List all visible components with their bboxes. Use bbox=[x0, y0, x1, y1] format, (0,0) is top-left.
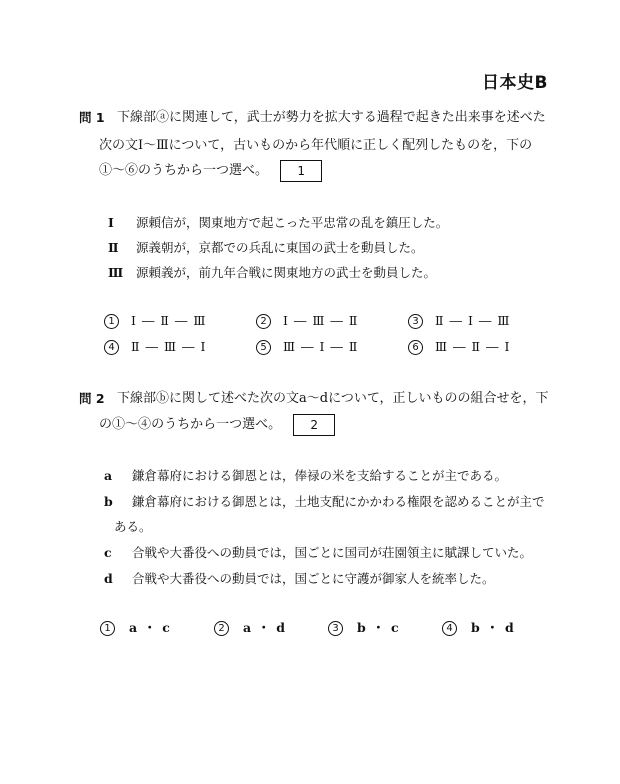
choice-text: Ⅰ ― Ⅱ ― Ⅲ bbox=[131, 313, 207, 328]
answer-choice bbox=[104, 339, 206, 355]
answer-choice bbox=[100, 618, 171, 636]
answer-choice bbox=[408, 339, 510, 355]
statement-item bbox=[108, 238, 424, 256]
statement-text: 鎌倉幕府における御恩とは，土地支配にかかわる権限を認めることが主で bbox=[132, 494, 545, 509]
choice-text: b ・ d bbox=[471, 620, 515, 635]
choice-text: a ・ d bbox=[243, 620, 287, 635]
statement-text: 合戦や大番役への動員では，国ごとに守護が御家人を統率した。 bbox=[132, 571, 495, 586]
answer-box: 2 bbox=[293, 414, 335, 436]
question-text-line bbox=[99, 159, 322, 182]
choice-number: 1 bbox=[104, 314, 119, 329]
statement-text: 源頼信が，関東地方で起こった平忠常の乱を鎮圧した。 bbox=[136, 215, 449, 230]
statement-item bbox=[104, 466, 507, 484]
statement-text: 源義朝が，京都での兵乱に東国の武士を動員した。 bbox=[136, 240, 424, 255]
choice-range-start: ① bbox=[112, 417, 126, 432]
instruction-text: の bbox=[99, 417, 113, 432]
choice-range-end: ④ bbox=[138, 417, 152, 432]
choice-number: 6 bbox=[408, 340, 423, 355]
answer-box: 1 bbox=[280, 160, 322, 182]
choice-number: 2 bbox=[214, 621, 229, 636]
statement-item bbox=[108, 213, 448, 231]
choice-number: 4 bbox=[442, 621, 457, 636]
statement-label: Ⅲ bbox=[108, 265, 124, 280]
choice-number: 1 bbox=[100, 621, 115, 636]
choice-number: 5 bbox=[256, 340, 271, 355]
question-number: 問 2 bbox=[79, 391, 105, 406]
statement-label: Ⅱ bbox=[108, 240, 119, 255]
answer-choice bbox=[328, 618, 400, 636]
statement-text: 源頼義が，前九年合戦に関東地方の武士を動員した。 bbox=[136, 265, 437, 280]
choice-text: Ⅰ ― Ⅲ ― Ⅱ bbox=[283, 313, 359, 328]
instruction-text: のうちから一つ選べ。 bbox=[138, 163, 269, 178]
statement-item bbox=[104, 569, 495, 587]
statement-text: 合戦や大番役への動員では，国ごとに国司が荘園領主に賦課していた。 bbox=[132, 545, 533, 560]
statement-label: c bbox=[104, 545, 112, 560]
question-number: 問 1 bbox=[79, 110, 105, 125]
question-text-line: 下線部ⓑに関して述べた次の文a～dについて，正しいものの組合せを，下 bbox=[117, 391, 549, 406]
answer-choice bbox=[104, 313, 206, 329]
statement-item bbox=[104, 543, 532, 561]
question-text-line: 下線部ⓐに関連して，武士が勢力を拡大する過程で起きた出来事を述べた bbox=[117, 110, 546, 125]
statement-item bbox=[104, 492, 545, 510]
range-separator: ～ bbox=[112, 163, 126, 178]
statement-label: a bbox=[104, 468, 113, 483]
choice-number: 4 bbox=[104, 340, 119, 355]
choice-text: Ⅲ ― Ⅰ ― Ⅱ bbox=[283, 339, 359, 354]
choice-text: b ・ c bbox=[357, 620, 400, 635]
choice-number: 3 bbox=[328, 621, 343, 636]
question-text-line: 次の文Ⅰ～Ⅲについて，古いものから年代順に正しく配列したものを，下の bbox=[99, 138, 533, 153]
answer-choice bbox=[442, 618, 515, 636]
range-separator: ～ bbox=[125, 417, 139, 432]
choice-range-start: ① bbox=[99, 163, 113, 178]
answer-choice bbox=[408, 313, 510, 329]
choice-number: 2 bbox=[256, 314, 271, 329]
statement-label: d bbox=[104, 571, 113, 586]
subject-title: 日本史B bbox=[482, 73, 548, 93]
statement-label: b bbox=[104, 494, 113, 509]
choice-text: Ⅱ ― Ⅲ ― Ⅰ bbox=[131, 339, 207, 354]
choice-text: Ⅲ ― Ⅱ ― Ⅰ bbox=[435, 339, 511, 354]
statement-item bbox=[108, 263, 436, 281]
answer-choice bbox=[256, 313, 358, 329]
question-text-line bbox=[99, 413, 335, 436]
choice-number: 3 bbox=[408, 314, 423, 329]
statement-label: Ⅰ bbox=[108, 215, 114, 230]
choice-text: a ・ c bbox=[129, 620, 171, 635]
answer-choice bbox=[256, 339, 358, 355]
answer-choice bbox=[214, 618, 286, 636]
choice-range-end: ⑥ bbox=[125, 163, 139, 178]
instruction-text: のうちから一つ選べ。 bbox=[151, 417, 282, 432]
statement-text: 鎌倉幕府における御恩とは，俸禄の米を支給することが主である。 bbox=[132, 468, 508, 483]
statement-continuation: ある。 bbox=[114, 519, 152, 534]
choice-text: Ⅱ ― Ⅰ ― Ⅲ bbox=[435, 313, 511, 328]
